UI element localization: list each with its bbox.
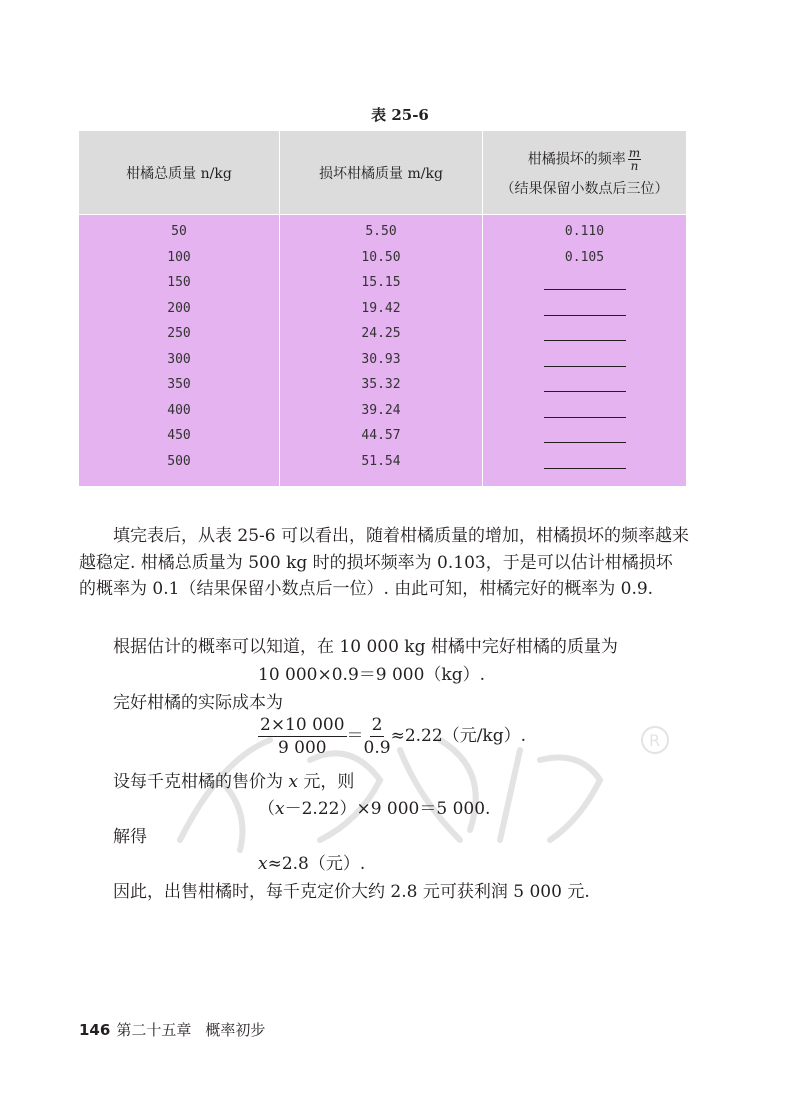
column-total-mass bbox=[79, 215, 279, 486]
cell-frequency-blank bbox=[483, 296, 686, 322]
fill-in-blank bbox=[544, 442, 626, 443]
eq3-open: （ bbox=[258, 799, 275, 819]
eq3-rest: －2.22）×9 000＝5 000. bbox=[284, 799, 491, 819]
fill-in-blank bbox=[544, 315, 626, 316]
cell-damaged-mass: 39.24 bbox=[361, 402, 401, 418]
header-frequency-label: 柑橘损坏的频率 bbox=[527, 151, 626, 168]
column-frequency bbox=[482, 215, 686, 486]
solution-variable: x bbox=[258, 854, 268, 874]
cell-total-mass: 450 bbox=[167, 428, 191, 444]
paragraph-conclusion: 填完表后，从表 25-6 可以看出，随着柑橘质量的增加，柑橘损坏的频率越来越稳定. 柑橘总质量为 500 kg 时的损坏频率为 0.103，于是可以估计柑橘损坏的概率为 0.1（结果保留小数点后一位）. 由此可知，柑橘完好的概率为 0.9. bbox=[79, 526, 689, 599]
fill-in-blank bbox=[544, 468, 626, 469]
cost-result: ≈2.22（元/kg）. bbox=[390, 726, 527, 746]
cell-total-mass: 50 bbox=[171, 224, 187, 240]
price-text-a: 设每千克柑橘的售价为 bbox=[113, 772, 289, 792]
header-damaged-mass bbox=[279, 131, 482, 214]
cell-total-mass: 150 bbox=[167, 275, 191, 291]
cell-total-mass: 350 bbox=[167, 377, 191, 393]
fill-in-blank bbox=[544, 391, 626, 392]
paragraph-cost: 完好柑橘的实际成本为 bbox=[113, 693, 283, 713]
table-body bbox=[79, 214, 686, 486]
eq3-variable: x bbox=[275, 799, 285, 819]
cell-damaged-mass: 19.42 bbox=[361, 300, 401, 316]
data-table bbox=[79, 131, 686, 486]
header-damaged-mass-label: 损坏柑橘质量 m/kg bbox=[319, 165, 443, 182]
cell-frequency-blank bbox=[483, 347, 686, 373]
publisher-watermark bbox=[160, 720, 680, 860]
page-footer bbox=[79, 1019, 265, 1040]
cell-damaged-mass: 51.54 bbox=[361, 453, 401, 469]
paragraph-final: 因此，出售柑橘时，每千克定价大约 2.8 元可获利润 5 000 元. bbox=[113, 882, 590, 902]
cell-damaged-mass: 24.25 bbox=[361, 326, 401, 342]
fill-in-blank bbox=[544, 417, 626, 418]
equation-good-mass: 10 000×0.9＝9 000（kg）. bbox=[258, 665, 486, 685]
section-title: 概率初步 bbox=[205, 1021, 266, 1039]
cost-fraction-1-numerator: 2×10 000 bbox=[260, 715, 345, 735]
solution-result: ≈2.8（元）. bbox=[267, 854, 366, 874]
cell-total-mass: 300 bbox=[167, 351, 191, 367]
cell-frequency: 0.105 bbox=[564, 249, 605, 265]
cell-total-mass: 200 bbox=[167, 300, 191, 316]
cell-total-mass: 100 bbox=[167, 249, 191, 265]
fill-in-blank bbox=[544, 289, 626, 290]
cell-total-mass: 500 bbox=[167, 453, 191, 469]
cell-damaged-mass: 10.50 bbox=[361, 249, 401, 265]
header-total-mass-label: 柑橘总质量 n/kg bbox=[126, 165, 232, 182]
price-text-b: 元，则 bbox=[298, 772, 355, 792]
header-frequency bbox=[482, 131, 686, 214]
paragraph-estimate: 根据估计的概率可以知道，在 10 000 kg 柑橘中完好柑橘的质量为 bbox=[113, 637, 618, 657]
equals-sign: ＝ bbox=[346, 726, 364, 746]
cost-fraction-2-numerator: 2 bbox=[371, 715, 383, 735]
cell-damaged-mass: 30.93 bbox=[361, 351, 401, 367]
paragraph-solve: 解得 bbox=[113, 827, 147, 847]
chapter-title: 第二十五章 bbox=[116, 1021, 192, 1039]
cell-damaged-mass: 35.32 bbox=[361, 377, 401, 393]
cell-frequency-blank bbox=[483, 270, 686, 296]
frequency-fraction bbox=[628, 147, 641, 172]
cell-frequency-blank bbox=[483, 398, 686, 424]
header-total-mass bbox=[79, 131, 279, 214]
svg-text:R: R bbox=[649, 731, 661, 750]
cell-frequency: 0.110 bbox=[564, 224, 605, 240]
cost-fraction-1-denominator: 9 000 bbox=[277, 738, 327, 758]
fill-in-blank bbox=[544, 366, 626, 367]
cell-damaged-mass: 15.15 bbox=[361, 275, 401, 291]
table-caption: 表 25-6 bbox=[371, 106, 429, 124]
fraction-numerator: m bbox=[628, 146, 641, 160]
column-damaged-mass bbox=[279, 215, 482, 486]
cell-total-mass: 400 bbox=[167, 402, 191, 418]
price-variable: x bbox=[288, 772, 298, 792]
header-frequency-note: （结果保留小数点后三位） bbox=[500, 181, 669, 197]
cell-damaged-mass: 5.50 bbox=[365, 224, 397, 240]
cell-frequency-blank bbox=[483, 321, 686, 347]
cell-frequency-blank bbox=[483, 449, 686, 475]
cost-fraction-2-denominator: 0.9 bbox=[363, 738, 391, 758]
fill-in-blank bbox=[544, 340, 626, 341]
cell-damaged-mass: 44.57 bbox=[361, 428, 401, 444]
table-header bbox=[79, 131, 686, 214]
cell-total-mass: 250 bbox=[167, 326, 191, 342]
cell-frequency-blank bbox=[483, 423, 686, 449]
page-number: 146 bbox=[79, 1021, 111, 1039]
fraction-denominator: n bbox=[630, 159, 639, 173]
cell-frequency-blank bbox=[483, 372, 686, 398]
